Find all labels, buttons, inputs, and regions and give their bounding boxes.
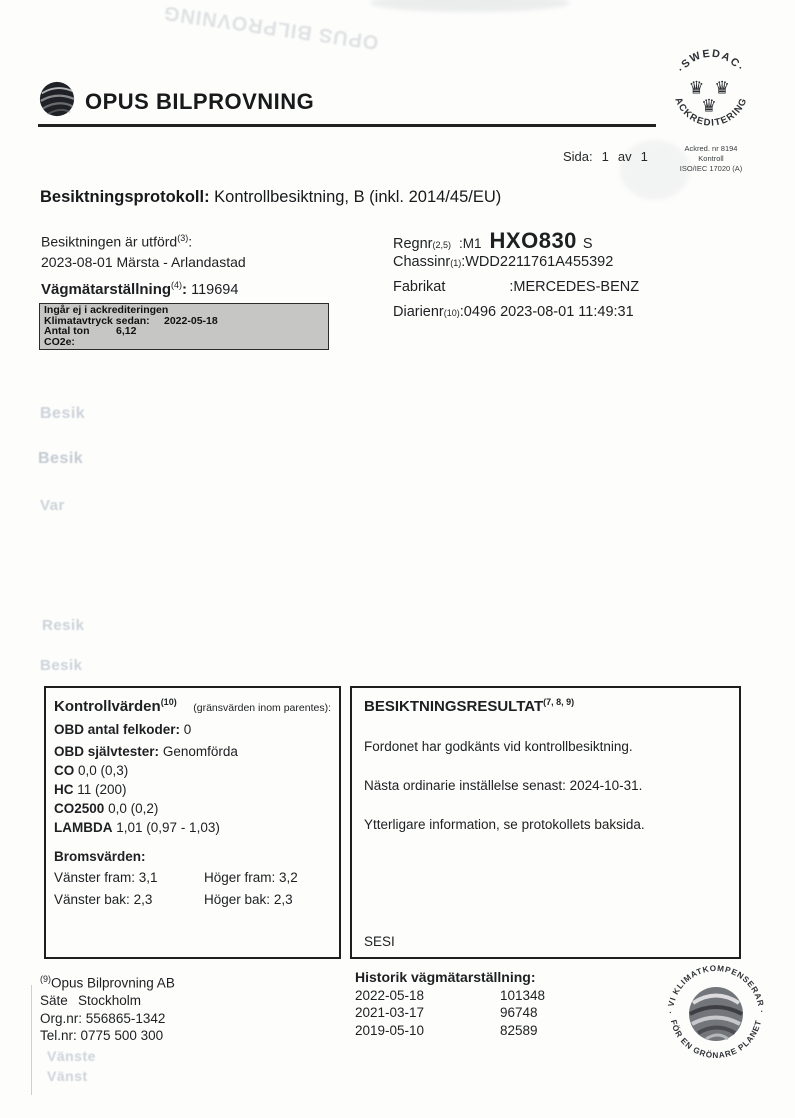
vehicle-category: :M1 bbox=[459, 236, 482, 251]
telnr-value: 0775 500 300 bbox=[80, 1028, 164, 1043]
control-values-title bbox=[54, 697, 177, 715]
diary-value: :0496 2023-08-01 11:49:31 bbox=[459, 304, 634, 320]
swedac-kontroll-label: Kontroll bbox=[698, 154, 724, 163]
footnote-ref: (9) bbox=[40, 974, 51, 984]
climate-seal-top-text: · VI KLIMATKOMPENSERAR · bbox=[665, 963, 767, 1014]
svg-text:♛: ♛ bbox=[701, 95, 717, 116]
brake-rear-left bbox=[54, 892, 204, 907]
bleed-through-text: Vänste bbox=[47, 1048, 96, 1064]
swedac-seal-icon bbox=[661, 42, 761, 138]
brake-label: Vänster bak: bbox=[54, 892, 130, 907]
brake-label: Vänster fram: bbox=[54, 870, 136, 885]
brake-value: 3,1 bbox=[138, 870, 158, 885]
climate-seal-icon bbox=[660, 958, 772, 1070]
brake-value: 2,3 bbox=[133, 892, 153, 907]
footnote-ref: (1) bbox=[450, 258, 462, 268]
page-number-current: 1 bbox=[601, 149, 609, 164]
svg-text:·SWEDAC· bbox=[675, 48, 747, 75]
odometer-history bbox=[355, 969, 545, 1039]
history-value: 96748 bbox=[500, 1005, 538, 1020]
emission-label: HC bbox=[54, 782, 74, 797]
brake-value: 2,3 bbox=[273, 892, 293, 907]
obd-faultcodes-label: OBD antal felkoder: bbox=[54, 722, 181, 737]
colon: : bbox=[188, 233, 193, 250]
inspection-result-box bbox=[350, 686, 741, 959]
emission-label: CO bbox=[54, 763, 75, 778]
bleed-through-text: Besik bbox=[40, 405, 86, 422]
registration-number: HXO830 bbox=[489, 228, 577, 253]
obd-selftests-label: OBD självtester: bbox=[54, 744, 160, 759]
inspection-performed bbox=[41, 228, 246, 272]
brake-value: 3,2 bbox=[279, 870, 298, 885]
result-next-inspection-line: Nästa ordinarie inställelse senast: 2024-10-31. bbox=[364, 778, 643, 793]
brake-values-title: Bromsvärden: bbox=[54, 849, 146, 864]
make-value: :MERCEDES-BENZ bbox=[509, 279, 640, 295]
result-approved-line: Fordonet har godkänts vid kontrollbesiktning. bbox=[364, 739, 633, 754]
climate-seal-bottom-text: FÖR EN GRÖNARE PLANET bbox=[668, 1018, 764, 1061]
page-number bbox=[563, 149, 648, 164]
footnote-ref: (10) bbox=[160, 697, 177, 707]
bleed-through-text: Besik bbox=[40, 657, 83, 674]
climate-since-value: 2022-05-18 bbox=[164, 314, 218, 327]
company-name: Opus Bilprovning AB bbox=[51, 975, 175, 991]
climate-co2-value: 6,12 bbox=[116, 325, 137, 337]
obd-faultcodes-value: 0 bbox=[183, 722, 192, 737]
climate-footprint-box bbox=[39, 303, 329, 350]
diary-label: Diarienr bbox=[393, 304, 444, 320]
document-title bbox=[40, 188, 501, 207]
inspection-result-title-text: BESIKTNINGSRESULTAT bbox=[364, 698, 544, 715]
brake-label: Höger fram: bbox=[204, 870, 276, 885]
inspection-performed-label: Besiktningen är utförd bbox=[41, 233, 178, 250]
seat-value: Stockholm bbox=[78, 993, 142, 1008]
odometer-reading bbox=[41, 280, 238, 298]
swedac-bottom-text: ACKREDITERING bbox=[672, 95, 750, 129]
station-code: SESI bbox=[364, 934, 395, 949]
scan-smudge bbox=[370, 0, 570, 12]
control-values-subtitle: (gränsvärden inom parentes): bbox=[193, 702, 331, 714]
emission-value: 11 (200) bbox=[77, 782, 127, 797]
inspection-performed-value: 2023-08-01 Märsta - Arlandastad bbox=[41, 253, 246, 270]
inspection-result-title bbox=[364, 697, 727, 715]
chassis-number: :WDD2211761A455392 bbox=[461, 254, 614, 270]
seat-label: Säte bbox=[40, 993, 68, 1008]
emission-row-co bbox=[54, 763, 331, 778]
regnr-label: Regnr bbox=[393, 236, 433, 252]
bleed-through-text: Resik bbox=[42, 617, 85, 634]
emission-row-hc bbox=[54, 782, 331, 797]
diarienr-row bbox=[393, 304, 639, 329]
emission-value: 0,0 (0,3) bbox=[78, 763, 129, 778]
emission-row-co2500 bbox=[54, 801, 331, 816]
history-row bbox=[355, 1004, 545, 1022]
swedac-accreditation-mark bbox=[648, 42, 774, 173]
scan-edge-line bbox=[31, 985, 32, 1095]
company-name-line bbox=[40, 971, 175, 992]
orgnr-label: Org.nr: bbox=[40, 1010, 83, 1026]
svg-text:♛: ♛ bbox=[688, 77, 705, 98]
fabrikat-row bbox=[393, 279, 639, 304]
logo-wordmark: OPUS BILPROVNING bbox=[85, 88, 315, 114]
odometer-history-title: Historik vägmätarställning: bbox=[355, 969, 536, 985]
orgnr-value: 556865-1342 bbox=[85, 1010, 166, 1026]
climate-box-disclaimer: Ingår ej i ackrediteringen bbox=[44, 304, 169, 316]
make-label: Fabrikat bbox=[393, 279, 446, 295]
opus-bilprovning-logo bbox=[38, 80, 314, 123]
history-date: 2021-03-17 bbox=[355, 1005, 425, 1020]
page-number-of-label: av bbox=[617, 149, 632, 164]
obd-selftests-row bbox=[54, 744, 331, 759]
history-value: 101348 bbox=[500, 987, 546, 1003]
climate-since-label: Klimatavtryck sedan: bbox=[44, 314, 150, 327]
climate-compensation-seal bbox=[660, 958, 772, 1075]
climate-co2-label: Antal ton CO2e: bbox=[44, 325, 90, 348]
telnr-label: Tel.nr: bbox=[40, 1028, 77, 1043]
swedac-iso-label: ISO/IEC 17020 (A) bbox=[679, 164, 743, 173]
vehicle-identity bbox=[393, 228, 639, 329]
footnote-ref: (2,5) bbox=[432, 240, 452, 250]
history-row bbox=[355, 1022, 545, 1040]
company-orgnr-line bbox=[40, 1010, 175, 1028]
registration-suffix: S bbox=[582, 236, 593, 252]
odometer-label: Vägmätarställning bbox=[41, 280, 172, 298]
swedac-top-text: ·SWEDAC· bbox=[675, 47, 747, 75]
bleed-through-text: Vänst bbox=[47, 1068, 88, 1084]
footnote-ref: (4) bbox=[171, 280, 183, 290]
history-date: 2019-05-10 bbox=[355, 1022, 425, 1038]
footnote-ref: (3) bbox=[177, 233, 189, 243]
page-number-label: Sida: bbox=[563, 149, 593, 164]
brake-label: Höger bak: bbox=[204, 892, 271, 907]
chassis-label: Chassinr bbox=[393, 254, 451, 270]
footnote-ref: (7, 8, 9) bbox=[543, 697, 575, 707]
colon: : bbox=[182, 280, 188, 298]
regnr-row bbox=[393, 228, 639, 254]
footnote-ref: (10) bbox=[443, 308, 460, 318]
obd-selftests-value: Genomförda bbox=[162, 744, 238, 759]
history-date: 2022-05-18 bbox=[355, 987, 425, 1003]
control-values-header bbox=[54, 697, 331, 715]
svg-text:♛: ♛ bbox=[714, 77, 730, 98]
brake-values-grid bbox=[54, 870, 331, 907]
document-title-bold: Besiktningsprotokoll: bbox=[40, 188, 210, 206]
company-info bbox=[40, 971, 175, 1045]
emission-row-lambda bbox=[54, 820, 331, 835]
control-values-title-text: Kontrollvärden bbox=[54, 698, 161, 715]
inspection-performed-label-line bbox=[41, 228, 246, 252]
three-crowns-icon bbox=[689, 77, 730, 115]
header-divider-line bbox=[38, 124, 656, 127]
emission-value: 0,0 (0,2) bbox=[108, 801, 159, 816]
document-title-rest: Kontrollbesiktning, B (inkl. 2014/45/EU) bbox=[209, 188, 502, 206]
swedac-accreditation-number: Ackred. nr 8194 bbox=[684, 144, 738, 153]
history-row bbox=[355, 987, 545, 1005]
company-telnr-line bbox=[40, 1027, 175, 1045]
page-number-total: 1 bbox=[640, 149, 648, 164]
result-more-info-line: Ytterligare information, se protokollets baksida. bbox=[364, 817, 645, 832]
obd-faultcodes-row bbox=[54, 722, 331, 737]
odometer-value: 119694 bbox=[191, 281, 239, 298]
emission-label: LAMBDA bbox=[54, 820, 113, 835]
bleed-through-text: Var bbox=[40, 497, 65, 514]
climate-co2-row bbox=[44, 326, 324, 347]
bleed-through-mirrored-logo-text: OPUS BILPROVNING bbox=[161, 1, 380, 54]
emission-value: 1,01 (0,97 - 1,03) bbox=[116, 820, 220, 835]
history-value: 82589 bbox=[500, 1022, 538, 1038]
brake-front-right bbox=[204, 870, 331, 885]
brake-rear-right bbox=[204, 892, 331, 907]
bleed-through-text: Besik bbox=[38, 450, 84, 467]
company-seat-line bbox=[40, 992, 175, 1010]
control-values-box bbox=[44, 686, 341, 959]
emission-label: CO2500 bbox=[54, 801, 105, 816]
chassinr-row bbox=[393, 254, 639, 279]
brake-front-left bbox=[54, 870, 204, 885]
globe-icon bbox=[38, 80, 76, 123]
